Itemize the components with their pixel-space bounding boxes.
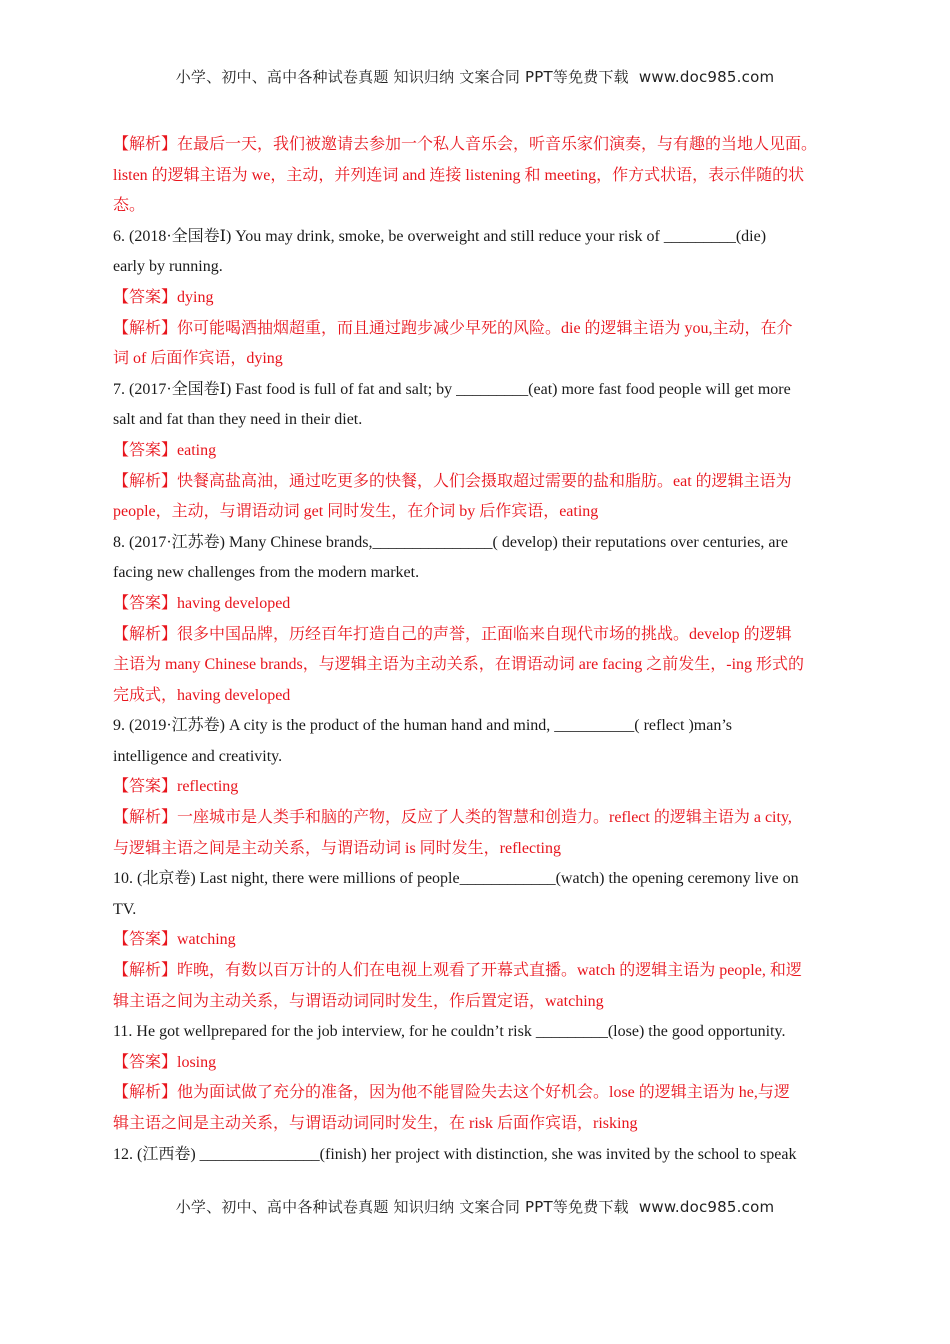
explanation-line: 【解析】昨晚，有数以百万计的人们在电视上观看了开幕式直播。watch 的逻辑主语为 people, 和逻 <box>113 962 802 980</box>
footer-banner-url[interactable]: www.doc985.com <box>638 1198 775 1216</box>
header-banner-url[interactable]: www.doc985.com <box>638 68 775 86</box>
question-line: 6. (2018·全国卷Ⅰ) You may drink, smoke, be overweight and still reduce your risk of _________(die) <box>113 227 767 245</box>
answer-line: 【答案】losing <box>113 1053 217 1071</box>
question-line: 7. (2017·全国卷Ⅰ) Fast food is full of fat and salt; by _________(eat) more fast food people will get more <box>113 380 791 398</box>
question-line: intelligence and creativity. <box>113 747 283 765</box>
explanation-line: 辑主语之间是主动关系，与谓语动词同时发生，在 risk 后面作宾语，risking <box>113 1115 638 1132</box>
question-line: salt and fat than they need in their diet. <box>113 411 363 429</box>
question-line: early by running. <box>113 258 223 276</box>
explanation-line: 【解析】很多中国品牌，历经百年打造自己的声誉，正面临来自现代市场的挑战。develop 的逻辑 <box>113 625 792 643</box>
explanation-line: 【解析】他为面试做了充分的准备，因为他不能冒险失去这个好机会。lose 的逻辑主语为 he,与逻 <box>113 1084 790 1102</box>
answer-line: 【答案】eating <box>113 441 217 459</box>
explanation-line: 态。 <box>113 197 146 215</box>
question-line: 8. (2017·江苏卷) Many Chinese brands,_______________( develop) their reputations over centuries, are <box>113 533 788 551</box>
question-line: TV. <box>113 900 137 918</box>
question-line: 11. He got wellprepared for the job interview, for he couldn’t risk _________(lose) the good opportunity. <box>113 1023 786 1041</box>
answer-line: 【答案】dying <box>113 288 214 306</box>
question-line: 9. (2019·江苏卷) A city is the product of the human hand and mind, __________( reflect )man’s <box>113 717 732 735</box>
explanation-line: listen 的逻辑主语为 we，主动，并列连词 and 连接 listening 和 meeting，作方式状语，表示伴随的状 <box>113 166 805 184</box>
footer-banner <box>0 1196 950 1217</box>
explanation-line: 【解析】在最后一天，我们被邀请去参加一个私人音乐会，听音乐家们演奏，与有趣的当地人见面。 <box>113 136 818 153</box>
explanation-line: people，主动，与谓语动词 get 同时发生，在介词 by 后作宾语，eating <box>113 503 599 521</box>
answer-line: 【答案】reflecting <box>113 778 239 796</box>
explanation-line: 【解析】一座城市是人类手和脑的产物，反应了人类的智慧和创造力。reflect 的逻辑主语为 a city, <box>113 809 792 827</box>
explanation-line: 词 of 后面作宾语，dying <box>113 350 283 368</box>
explanation-line: 辑主语之间为主动关系，与谓语动词同时发生，作后置定语，watching <box>113 992 604 1010</box>
answer-line: 【答案】having developed <box>113 594 291 612</box>
document-body <box>113 130 843 1170</box>
explanation-line: 主语为 many Chinese brands，与逻辑主语为主动关系，在谓语动词 are facing 之前发生，-ing 形式的 <box>113 656 805 674</box>
footer-banner-text: 小学、初中、高中各种试卷真题 知识归纳 文案合同 PPT等免费下载 <box>175 1198 629 1216</box>
question-line: facing new challenges from the modern market. <box>113 564 420 582</box>
explanation-line: 与逻辑主语之间是主动关系，与谓语动词 is 同时发生，reflecting <box>113 839 561 857</box>
question-line: 10. (北京卷) Last night, there were millions of people____________(watch) the opening ceremony live on <box>113 870 799 888</box>
explanation-line: 【解析】快餐高盐高油，通过吃更多的快餐，人们会摄取超过需要的盐和脂肪。eat 的逻辑主语为 <box>113 472 792 490</box>
header-banner-text: 小学、初中、高中各种试卷真题 知识归纳 文案合同 PPT等免费下载 <box>175 68 629 86</box>
header-banner <box>0 66 950 87</box>
explanation-line: 【解析】你可能喝酒抽烟超重，而且通过跑步减少早死的风险。die 的逻辑主语为 you,主动，在介 <box>113 319 793 337</box>
question-line: 12. (江西卷) _______________(finish) her project with distinction, she was invited by the school to speak <box>113 1145 797 1163</box>
answer-line: 【答案】watching <box>113 931 236 949</box>
explanation-line: 完成式，having developed <box>113 686 291 704</box>
